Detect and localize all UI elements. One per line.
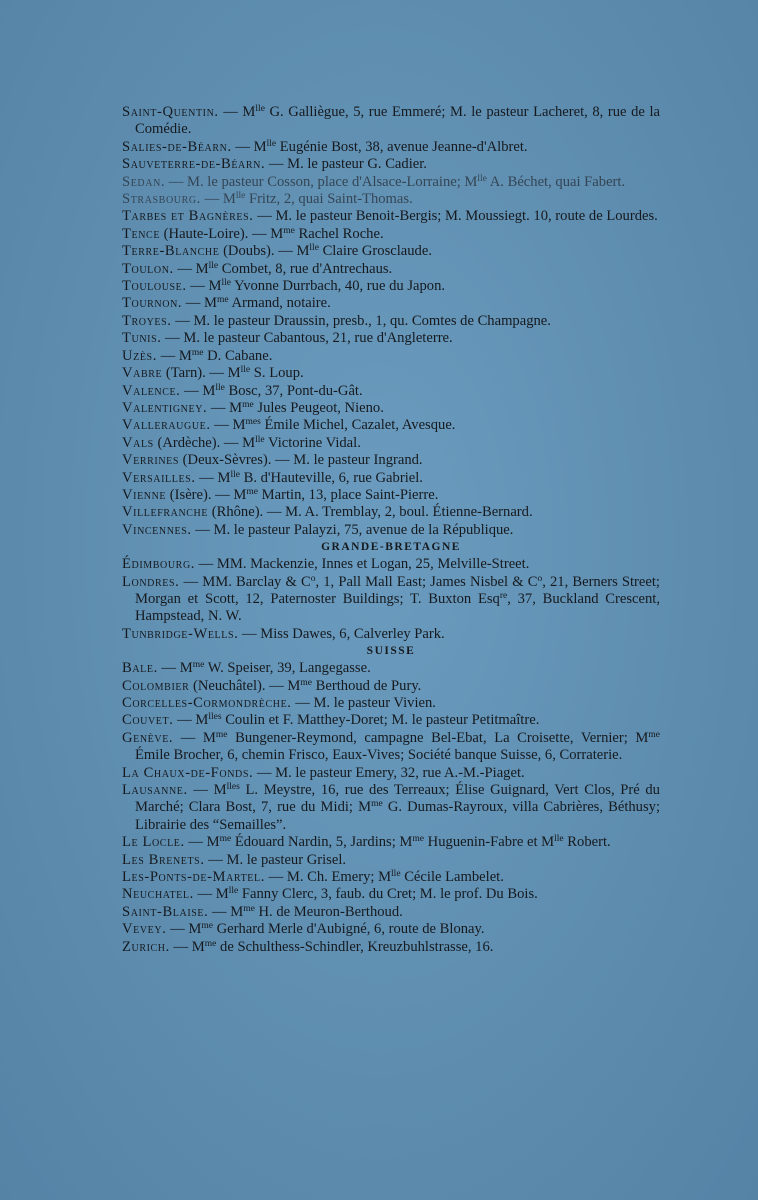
entry-place: Toulouse. [122,278,187,295]
entry-details: — Miss Dawes, 6, Calverley Park. [238,625,445,642]
entry-place: Terre-Blanche [122,243,220,260]
entry-details: — $M^{me}$ Édouard Nardin, 5, Jardins; $M^{me}$ Huguenin-Fabre et $M^{lle}$ Robert. [184,834,611,851]
entry-details: — $M^{lle}$ Fritz, 2, quai Saint-Thomas. [200,191,413,208]
entry-place: Le Locle. [122,834,185,851]
directory-entry [122,174,660,191]
directory-entry [122,226,660,243]
entry-details: — $M^{lle}$ Combet, 8, rue d'Antrechaus. [173,260,393,277]
directory-entry [122,313,660,330]
entry-details: — $M^{lle}$ B. d'Hauteville, 6, rue Gabriel. [195,469,423,486]
directory-entry [122,243,660,260]
directory-entry [122,330,660,347]
entry-place: Tunbridge-Wells. [122,625,239,642]
directory-entry [122,869,660,886]
directory-entry [122,487,660,504]
entry-place: Corcelles-Cormondrèche. [122,695,292,711]
entry-details: — $M^{lle}$ Eugénie Bost, 38, avenue Jeanne-d'Albret. [231,138,528,155]
entry-place: Genève. [122,729,174,746]
entry-place: Vevey. [122,921,167,938]
directory-entry [122,383,660,400]
entry-place: Verrines [122,452,180,469]
entry-details: — $M^{me}$ Bungener-Reymond, campagne Bel-Ebat, La Croisette, Vernier; $M^{me}$ Émile Brocher, 6, chemin Frisco, Eaux-Vives; Société banque Suisse, 6, Corraterie. [135,729,660,764]
directory-entry [122,139,660,156]
entry-details: (Doubs). — $M^{lle}$ Claire Grosclaude. [219,243,432,260]
directory-entry [122,556,660,573]
directory-entry [122,156,660,173]
entry-place: Tournon. [122,295,183,312]
entry-place: Uzès. [122,347,157,364]
entry-place: Sedan. [122,173,166,190]
entry-details: — MM. Mackenzie, Innes et Logan, 25, Melville-Street. [195,556,530,573]
entry-place: Neuchatel. [122,886,194,903]
entry-details: — M. le pasteur Cabantous, 21, rue d'Angleterre. [161,330,453,347]
directory-entry [122,417,660,434]
entry-details: — $M^{me}$ de Schulthess-Schindler, Kreuzbuhlstrasse, 16. [169,938,494,955]
directory-entry [122,852,660,869]
directory-entry [122,712,660,729]
directory-entry [122,678,660,695]
directory-entry [122,834,660,851]
entry-place: Colombier [122,677,190,694]
entry-place: Vabre [122,365,163,382]
directory-entry [122,278,660,295]
directory-entry [122,626,660,643]
entry-place: Sauveterre-de-Béarn. [122,156,266,173]
entry-details: — $M^{me}$ Armand, notaire. [182,295,331,312]
entry-details: (Neuchâtel). — $M^{me}$ Berthoud de Pury. [189,677,422,694]
entry-place: Tunis. [122,330,162,347]
entry-details: (Haute-Loire). — $M^{me}$ Rachel Roche. [160,225,384,242]
directory-entry [122,400,660,417]
directory-entry [122,574,660,626]
entry-details: — $M^{lle}$ Yvonne Durrbach, 40, rue du Japon. [186,278,446,295]
entry-place: Saint-Quentin. [122,104,219,120]
directory-entry [122,522,660,539]
entry-place: Les Brenets. [122,851,205,868]
entry-details: — M. le pasteur Palayzi, 75, avenue de la République. [191,521,514,538]
entry-details: — M. le pasteur Benoit-Bergis; M. Moussiegt. 10, route de Lourdes. [253,208,658,225]
entry-place: Couvet. [122,712,174,729]
entry-details: — $M^{lle}$ Fanny Clerc, 3, faub. du Cret; M. le prof. Du Bois. [193,886,538,903]
entry-details: — $M^{lles}$ Coulin et F. Matthey-Doret; M. le pasteur Petitmaître. [173,712,540,729]
directory-entry [122,104,660,139]
entry-place: Salies-de-Béarn. [122,138,232,155]
entry-place: Versailles. [122,469,196,486]
entry-details: — $M^{me}$ D. Cabane. [156,347,273,364]
directory-entry [122,191,660,208]
directory-entry [122,939,660,956]
entry-details: — $M^{me}$ H. de Meuron-Berthoud. [208,903,403,920]
section-heading: GRANDE-BRETAGNE [321,541,461,554]
entry-place: Tarbes et Bagnères. [122,208,254,225]
entry-place: Valleraugue. [122,417,211,434]
entry-place: Londres. [122,573,180,590]
entry-details: — M. le pasteur Draussin, presb., 1, qu. Comtes de Champagne. [171,312,551,329]
entry-details: — MM. Barclay & $C^o$, 1, Pall Mall East; James Nisbel & $C^o$, 21, Berners Street; Morgan et Scott, 12, Paternoster Buildings; T. Buxton Esq$^{re}$, 37, Buckland Crescent, Hampstead, N. W. [135,573,660,625]
entry-details: (Rhône). — M. A. Tremblay, 2, boul. Étienne-Bernard. [208,504,533,521]
entry-details: (Isère). — $M^{me}$ Martin, 13, place Saint-Pierre. [166,486,439,503]
entry-details: (Ardèche). — $M^{lle}$ Victorine Vidal. [153,434,361,451]
entry-place: Vals [122,434,154,451]
entry-details: — $M^{lle}$ G. Galliègue, 5, rue Emmeré; M. le pasteur Lacheret, 8, rue de la Comédie. [135,104,660,138]
entry-details: — $M^{me}$ W. Speiser, 39, Langegasse. [157,660,371,677]
entry-details: — M. le pasteur G. Cadier. [265,156,427,173]
directory-entry [122,904,660,921]
entry-place: Bale. [122,660,158,677]
section-heading: SUISSE [366,645,416,658]
directory-entry [122,452,660,469]
directory-entry [122,295,660,312]
directory-entry [122,365,660,382]
entry-details: — M. le pasteur Vivien. [291,695,436,711]
directory-entry [122,504,660,521]
directory-entry [122,695,660,712]
entry-details: — M. le pasteur Emery, 32, rue A.-M.-Piaget. [253,764,525,781]
directory-entry [122,921,660,938]
entry-place: Édimbourg. [122,556,196,573]
entry-details: — $M^{me}$ Gerhard Merle d'Aubigné, 6, route de Blonay. [166,921,485,938]
directory-entry [122,782,660,834]
entry-place: Valentigney. [122,399,208,416]
entry-place: Saint-Blaise. [122,903,209,920]
directory-entry [122,261,660,278]
entry-place: Valence. [122,382,181,399]
entry-details: — $M^{lle}$ Bosc, 37, Pont-du-Gât. [180,382,363,399]
directory-entry [122,435,660,452]
directory-entry [122,765,660,782]
directory-entry [122,886,660,903]
entry-place: Lausanne. [122,782,188,799]
entry-details: — $M^{mes}$ Émile Michel, Cazalet, Avesque. [210,417,456,434]
entry-place: Vincennes. [122,521,192,538]
entry-place: Troyes. [122,312,172,329]
entry-place: Villefranche [122,504,209,521]
entry-details: — M. le pasteur Grisel. [204,851,347,868]
entry-place: Zurich. [122,938,170,955]
entry-details: — $M^{lles}$ L. Meystre, 16, rue des Terreaux; Élise Guignard, Vert Clos, Pré du Marché; Clara Bost, 7, rue du Midi; $M^{me}$ G. Dumas-Rayroux, villa Cabrières, Béthusy; Librairie des “Semailles”. [135,782,661,833]
entry-place: Vienne [122,486,167,503]
entry-details: (Deux-Sèvres). — M. le pasteur Ingrand. [179,452,423,469]
entry-place: Tence [122,225,161,242]
directory-entry [122,348,660,365]
entry-details: — M. le pasteur Cosson, place d'Alsace-Lorraine; $M^{lle}$ A. Béchet, quai Fabert. [165,173,626,190]
directory-entry [122,730,660,765]
entry-place: Strasbourg. [122,191,201,208]
directory-entry [122,470,660,487]
entry-place: Toulon. [122,260,174,277]
directory-entry [122,660,660,677]
entry-place: La Chaux-de-Fonds. [122,764,254,781]
entry-details: (Tarn). — $M^{lle}$ S. Loup. [162,365,304,382]
entry-details: — M. Ch. Emery; $M^{lle}$ Cécile Lambelet. [264,869,504,886]
depot-listing [122,104,660,956]
entry-place: Les-Ponts-de-Martel. [122,869,265,886]
directory-entry [122,208,660,225]
entry-details: — $M^{me}$ Jules Peugeot, Nieno. [207,399,384,416]
